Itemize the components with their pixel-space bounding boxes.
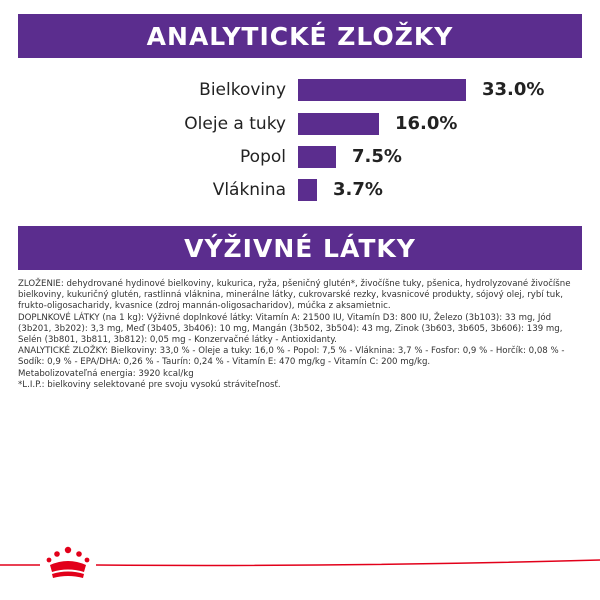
additives-paragraph: DOPLNKOVÉ LÁTKY (na 1 kg): Výživné doplnkové látky: Vitamín A: 21500 IU, Vitamín D3: 800 IU, Železo (3b103): 33 mg, Jód (3b201, 3b202): 3,3 mg, Meď (3b405, 3b406): 10 mg, Mangán (3b502, 3b504): 43 mg, Zinok (3b603, 3b605, 3b606): 139 mg, Selén (3b801, 3b811, 3b812): 0,05 mg - Konzervačné látky - Antioxidanty. [18,312,563,346]
composition-bar [298,179,317,201]
composition-value: 3.7% [333,179,383,200]
composition-row [0,145,600,169]
composition-value: 33.0% [482,79,545,100]
composition-label: Popol [240,147,286,167]
footnote-paragraph: *L.I.P.: bielkoviny selektované pre svoju vysokú stráviteľnosť. [18,379,281,390]
analytic-paragraph: ANALYTICKÉ ZLOŽKY: Bielkoviny: 33,0 % - Oleje a tuky: 16,0 % - Popol: 7,5 % - Vláknina: 3,7 % - Fosfor: 0,9 % - Horčík: 0,08 % - Sodík: 0,9 % - EPA/DHA: 0,26 % - Taurín: 0,24 % - Vitamín E: 470 mg/kg - Vitamín C: 200 mg/kg. [18,346,565,368]
analytic-components-banner: ANALYTICKÉ ZLOŽKY [18,14,582,58]
energy-paragraph: Metabolizovateľná energia: 3920 kcal/kg [18,368,194,379]
composition-value: 16.0% [395,113,458,134]
ingredients-text-block [18,279,582,391]
nutrients-banner: VÝŽIVNÉ LÁTKY [18,226,582,270]
composition-value: 7.5% [352,146,402,167]
composition-paragraph: ZLOŽENIE: dehydrované hydinové bielkoviny, kukurica, ryža, pšeničný glutén*, živočíšne tuky, pšenica, hydrolyzované živočíšne bielkoviny, kukuričný glutén, rastlinná vláknina, minerálne látky, cukrovarské rezky, kvasnicové produkty, sójový olej, rybí tuk, frukto-oligosacharidy, kvasnice (zdroj mannán-oligosacharidov), múčka z aksamietnic. [18,279,571,312]
composition-row [0,78,600,102]
composition-label: Vláknina [212,180,286,200]
composition-bar [298,146,336,168]
composition-label: Bielkoviny [199,80,286,100]
composition-bar [298,113,379,135]
composition-bar [298,79,466,101]
composition-row [0,112,600,136]
royal-canin-crown-logo [44,545,92,581]
composition-label: Oleje a tuky [184,114,286,134]
composition-row [0,178,600,202]
